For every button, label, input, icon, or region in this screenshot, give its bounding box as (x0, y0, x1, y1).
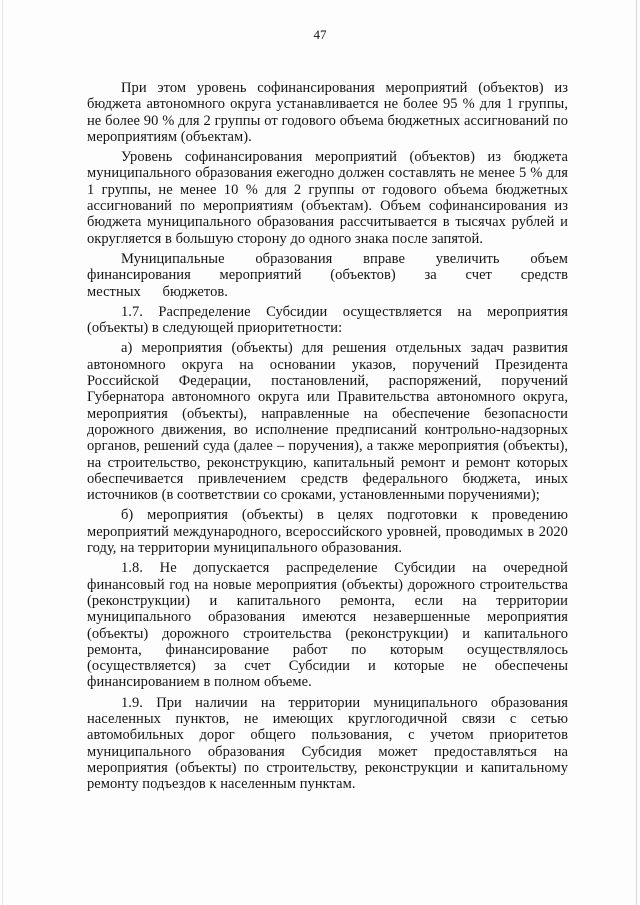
scan-edge-left (2, 0, 3, 905)
document-body (87, 80, 568, 796)
paragraph: 1.7. Распределение Субсидии осуществляется на мероприятия (объекты) в следующей приоритетности: (87, 303, 568, 337)
paragraph: 1.9. При наличии на территории муниципального образования населенных пунктов, не имеющих круглогодичной связи с сетью автомобильных дорог общего пользования, с учетом приоритетов муниципального образования Субсидия может предоставляться на мероприятия (объекты) по строительству, реконструкции и капитальному ремонту подъездов к населенным пунктам. (87, 694, 568, 793)
scan-edge-right (636, 0, 637, 905)
paragraph: При этом уровень софинансирования мероприятий (объектов) из бюджета автономного округа устанавливается не более 95 % для 1 группы, не более 90 % для 2 группы от годового объема бюджетных ассигнований по мероприятиям (объектам). (87, 80, 568, 145)
paragraph: 1.8. Не допускается распределение Субсидии на очередной финансовый год на новые мероприятия (объекты) дорожного строительства (реконструкции) и капитального ремонта, если на территории муниципального образования имеются незавершенные мероприятия (объекты) дорожного строительства (реконструкции) и капитального ремонта, финансирование работ по которым осуществлялось (осуществляется) за счет Субсидии и которые не обеспечены финансированием в полном объеме. (87, 560, 568, 691)
paragraph: б) мероприятия (объекты) в целях подготовки к проведению мероприятий международного, всероссийского уровней, проводимых в 2020 году, на территории муниципального образования. (87, 507, 568, 557)
paragraph: Муниципальные образования вправе увеличить объем финансирования мероприятий (объектов) за счет средств местных бюджетов. (87, 250, 568, 300)
paragraph: а) мероприятия (объекты) для решения отдельных задач развития автономного округа на основании указов, поручений Президента Российской Федерации, постановлений, распоряжений, поручений Губернатора автономного округа или Правительства автономного округа, мероприятия (объекты), направленные на обеспечение безопасности дорожного движения, во исполнение предписаний контрольно-надзорных органов, решений суда (далее – поручения), а также мероприятия (объекты), на строительство, реконструкцию, капитальный ремонт и ремонт которых обеспечивается привлечением средств федерального бюджета, иных источников (в соответствии со сроками, установленными поручениями); (87, 340, 568, 504)
paragraph: Уровень софинансирования мероприятий (объектов) из бюджета муниципального образования ежегодно должен составлять не менее 5 % для 1 группы, не менее 10 % для 2 группы от годового объема бюджетных ассигнований по мероприятиям (объектам). Объем софинансирования из бюджета муниципального образования рассчитывается в тысячах рублей и округляется в большую сторону до одного знака после запятой. (87, 149, 568, 247)
page-number: 47 (313, 27, 327, 42)
